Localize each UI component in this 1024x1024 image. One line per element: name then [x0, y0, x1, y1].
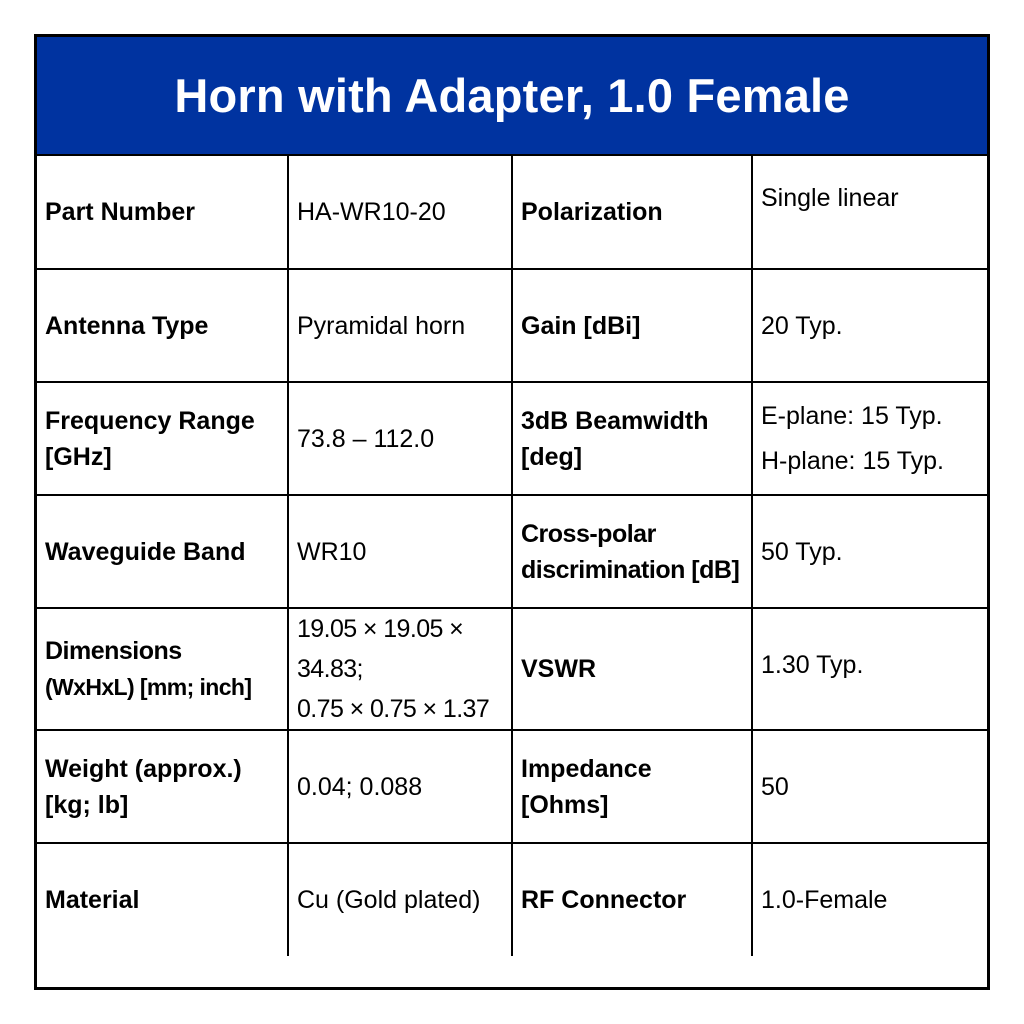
spec-row — [37, 382, 987, 495]
value-line: Pyramidal horn — [297, 311, 466, 340]
page-title: Horn with Adapter, 1.0 Female — [174, 69, 850, 122]
spec-value — [752, 730, 987, 843]
spec-label — [512, 156, 752, 269]
spec-label — [37, 382, 288, 495]
spec-table — [37, 156, 987, 956]
spec-label — [37, 730, 288, 843]
label-line: [deg] — [521, 442, 583, 471]
spec-label — [512, 730, 752, 843]
spec-label — [37, 156, 288, 269]
spec-row — [37, 495, 987, 608]
label-line: discrimination [dB] — [521, 555, 740, 584]
label-line: Polarization — [521, 198, 663, 226]
value-line: H-plane: 15 Typ. — [761, 446, 944, 475]
value-line: 1.0-Female — [761, 886, 888, 914]
spec-value — [752, 382, 987, 495]
spec-label — [512, 495, 752, 608]
spec-value — [752, 843, 987, 956]
value-line: 19.05 × 19.05 × 34.83; — [297, 615, 464, 683]
value-line: 0.75 × 0.75 × 1.37 — [297, 695, 490, 723]
label-line: Gain [dBi] — [521, 311, 641, 340]
value-line: 1.30 Typ. — [761, 651, 864, 679]
label-line: Frequency Range — [45, 406, 255, 435]
spec-value — [752, 608, 987, 730]
spec-label — [37, 843, 288, 956]
value-line: 50 Typ. — [761, 537, 843, 566]
spec-label — [512, 382, 752, 495]
label-line: Dimensions — [45, 637, 182, 665]
label-line: Waveguide Band — [45, 537, 246, 566]
label-line: (WxHxL) [mm; inch] — [45, 674, 252, 700]
spec-label — [512, 608, 752, 730]
spec-label — [37, 269, 288, 382]
spec-value — [752, 269, 987, 382]
label-line: Part Number — [45, 198, 196, 226]
spec-value — [752, 495, 987, 608]
spec-value — [288, 730, 512, 843]
spec-value — [288, 495, 512, 608]
label-line: Antenna Type — [45, 311, 209, 340]
label-line: Material — [45, 886, 140, 914]
label-line: Impedance — [521, 754, 652, 783]
value-line: Cu (Gold plated) — [297, 886, 481, 914]
value-line: E-plane: 15 Typ. — [761, 401, 943, 430]
spec-label — [512, 843, 752, 956]
label-line: Cross-polar — [521, 519, 656, 548]
title-bar — [37, 37, 987, 156]
value-line: 20 Typ. — [761, 311, 843, 340]
label-line: RF Connector — [521, 886, 687, 914]
spec-label — [512, 269, 752, 382]
spec-row — [37, 269, 987, 382]
spec-value — [288, 156, 512, 269]
spec-row — [37, 156, 987, 269]
spec-value — [752, 156, 987, 269]
spec-sheet — [34, 34, 990, 990]
spec-value — [288, 382, 512, 495]
spec-label — [37, 495, 288, 608]
value-line: WR10 — [297, 537, 367, 566]
spec-row — [37, 730, 987, 843]
value-line: 73.8 – 112.0 — [297, 424, 435, 453]
value-line: Single linear — [761, 184, 899, 212]
label-line: VSWR — [521, 655, 596, 683]
value-line: 0.04; 0.088 — [297, 772, 423, 801]
spec-row — [37, 608, 987, 730]
spec-label — [37, 608, 288, 730]
spec-row — [37, 843, 987, 956]
value-line: HA-WR10-20 — [297, 198, 446, 226]
spec-value — [288, 269, 512, 382]
label-line: [kg; lb] — [45, 790, 129, 819]
spec-value — [288, 608, 512, 730]
label-line: 3dB Beamwidth — [521, 406, 709, 435]
value-line: 50 — [761, 772, 789, 801]
label-line: [GHz] — [45, 442, 112, 471]
spec-value — [288, 843, 512, 956]
label-line: [Ohms] — [521, 790, 609, 819]
label-line: Weight (approx.) — [45, 754, 242, 783]
